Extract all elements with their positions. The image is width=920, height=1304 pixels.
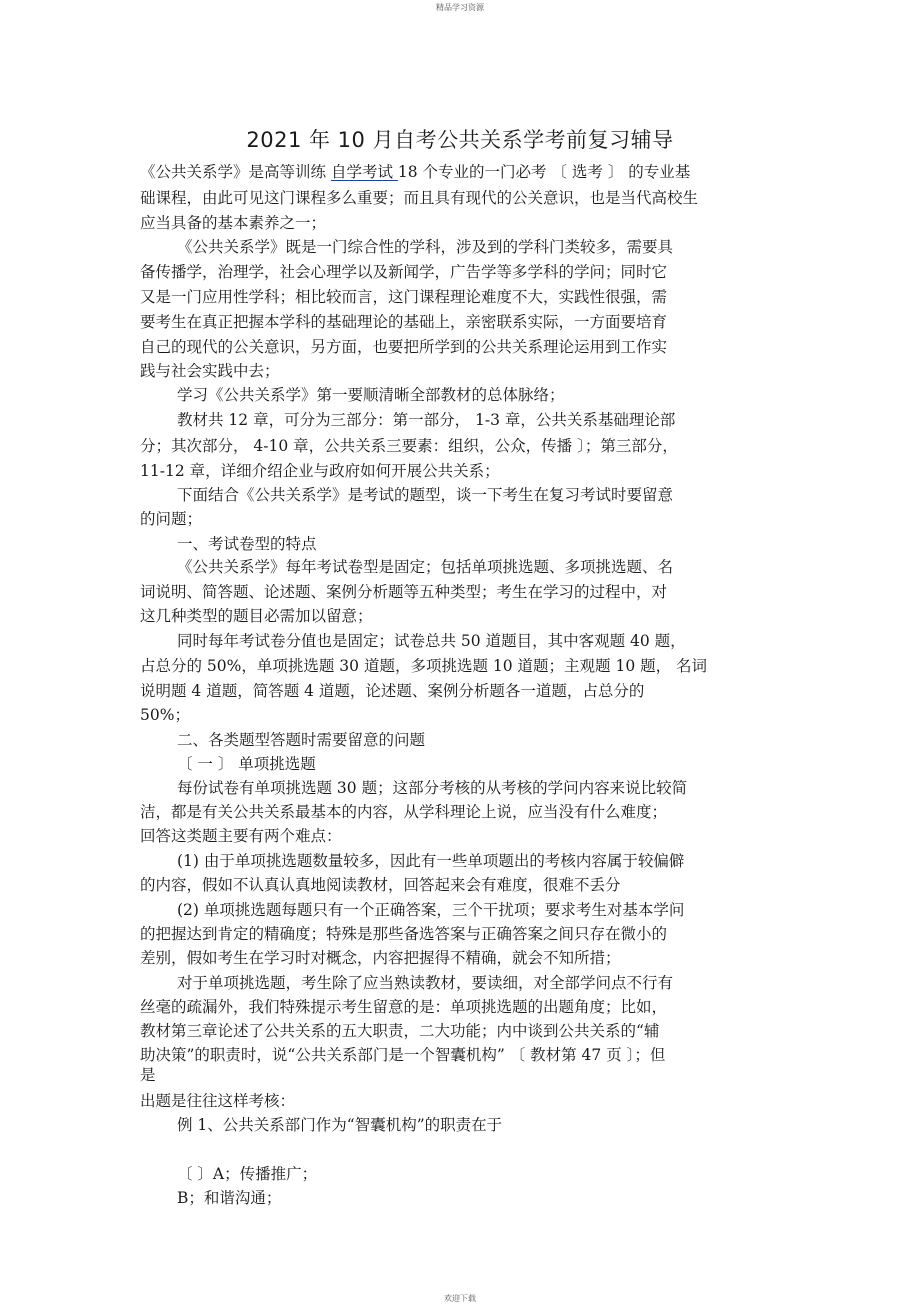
section-heading: 一、考试卷型的特点 (177, 535, 317, 553)
subsection-heading: 〔 一 〕 单项挑选题 (177, 755, 316, 773)
paragraph-line: 洁，都是有关公共关系最基本的内容，从学科理论上说，应当没有什么难度； (140, 803, 668, 821)
paragraph-line: 助决策”的职责时，说“公共关系部门是一个智囊机构” 〔 教材第 47 页 〕；但 (140, 1046, 666, 1064)
paragraph-line: 又是一门应用性学科；相比较而言，这门课程理论难度不大，实践性很强，需 (140, 288, 668, 306)
intro-line-2: 础课程，由此可见这门课程多么重要；而且具有现代的公关意识，也是当代高校生 (140, 189, 699, 207)
paragraph-line: 教材第三章论述了公共关系的五大职责，二大功能；内中谈到公共关系的“辅 (140, 1022, 660, 1040)
document-title: 2021 年 10 月自考公共关系学考前复习辅导 (246, 128, 674, 152)
paragraph-line: 的问题； (140, 510, 203, 528)
paragraph-line: 学习《公共关系学》第一要顺清晰全部教材的总体脉络； (177, 386, 565, 404)
paragraph-line: 要考生在真正把握本学科的基础理论的基础上，亲密联系实际，一方面要培育 (140, 313, 668, 331)
paragraph-line: 这几种类型的题目必需加以留意； (140, 607, 373, 625)
paragraph-line: (2) 单项挑选题每题只有一个正确答案，三个干扰项；要求考生对基本学问 (177, 901, 685, 919)
paragraph-line: 出题是往往这样考核： (140, 1092, 296, 1110)
self-exam-link[interactable]: 自学考试 (330, 163, 398, 181)
paragraph-line: 回答这类题主要有两个难点： (140, 827, 342, 845)
page-header: 精品学习资源 (436, 3, 484, 12)
section-heading: 二、各类题型答题时需要留意的问题 (177, 731, 426, 749)
paragraph-line: 分；其次部分， 4-10 章，公共关系三要素：组织，公众，传播 〕；第三部分， (140, 437, 678, 455)
paragraph-line: 的内容，假如不认真认真地阅读教材，回答起来会有难度，很难不丢分 (140, 876, 621, 894)
paragraph-line: 词说明、简答题、论述题、案例分析题等五种类型；考生在学习的过程中，对 (140, 583, 668, 601)
paragraph-line: 每份试卷有单项挑选题 30 题；这部分考核的从考核的学问内容来说比较简 (177, 779, 688, 797)
page-footer: 欢迎下载 (444, 1294, 476, 1303)
paragraph-line: 备传播学，治理学，社会心理学以及新闻学，广告学等多学科的学问；同时它 (140, 263, 668, 281)
intro-line-3: 应当具备的基本素养之一； (140, 214, 327, 232)
paragraph-line: 《公共关系学》每年考试卷型是固定；包括单项挑选题、多项挑选题、名 (177, 558, 674, 576)
paragraph-line: 丝毫的疏漏外，我们特殊提示考生留意的是：单项挑选题的出题角度；比如， (140, 998, 668, 1016)
intro-line-1: 《公共关系学》是高等训练 自学考试 18 个专业的一门必考 〔 选考 〕 的专业基 (140, 163, 691, 181)
paragraph-line: 同时每年考试卷分值也是固定；试卷总共 50 道题目，其中客观题 40 题， (177, 632, 686, 650)
paragraph-line: 11-12 章，详细介绍企业与政府如何开展公共关系； (140, 462, 500, 480)
answer-option-a: 〔 〕A；传播推广； (177, 1165, 318, 1183)
paragraph-line: 自己的现代的公关意识，另方面，也要把所学到的公共关系理论运用到工作实 (140, 338, 668, 356)
paragraph-line: 对于单项挑选题，考生除了应当熟读教材，要读细，对全部学问点不行有 (177, 974, 674, 992)
paragraph-line: (1) 由于单项挑选题数量较多，因此有一些单项题出的考核内容属于较偏僻 (177, 852, 685, 870)
paragraph-line: 是 (140, 1066, 156, 1084)
paragraph-line: 下面结合《公共关系学》是考试的题型，谈一下考生在复习考试时要留意 (177, 486, 674, 504)
paragraph-line: 教材共 12 章，可分为三部分：第一部分， 1-3 章，公共关系基础理论部 (177, 411, 676, 429)
paragraph-line: 说明题 4 道题，简答题 4 道题，论述题、案例分析题各一道题，占总分的 (140, 682, 645, 700)
paragraph-line: 差别，假如考生在学习时对概念，内容把握得不精确，就会不知所措； (140, 949, 621, 967)
example-question: 例 1、公共关系部门作为“智囊机构”的职责在于 (177, 1116, 503, 1134)
paragraph-line: 占总分的 50%，单项挑选题 30 道题，多项挑选题 10 道题；主观题 10 题， 名词 (140, 657, 708, 675)
paragraph-line: 《公共关系学》既是一门综合性的学科，涉及到的学科门类较多，需要具 (177, 238, 674, 256)
paragraph-line: 50%； (140, 706, 190, 724)
answer-option-b: B；和谐沟通； (177, 1189, 282, 1207)
paragraph-line: 的把握达到肯定的精确度；特殊是那些备选答案与正确答案之间只存在微小的 (140, 925, 668, 943)
paragraph-line: 践与社会实践中去； (140, 362, 280, 380)
